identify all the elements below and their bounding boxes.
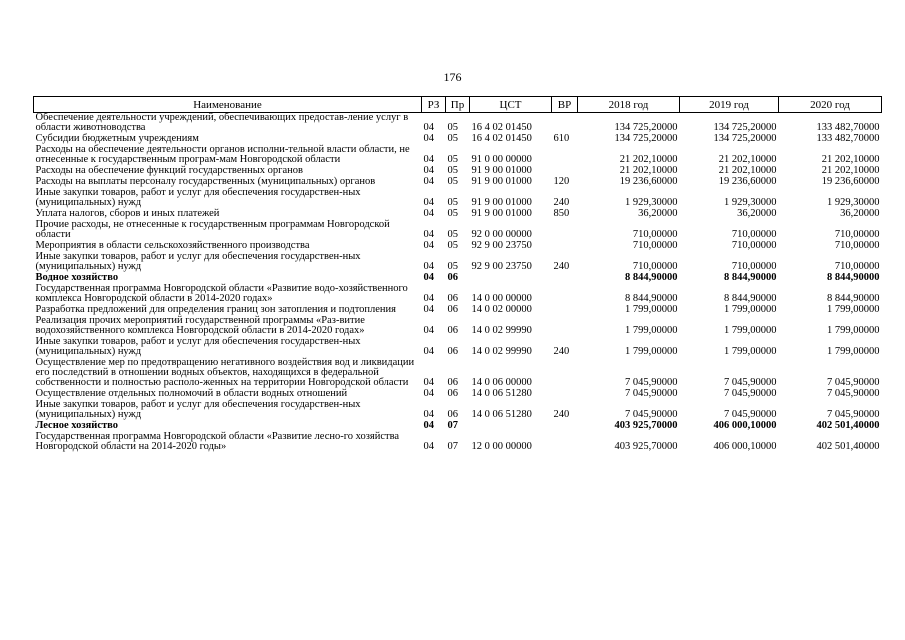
row-2020-cell: 402 501,40000: [816, 441, 880, 452]
row-vr-cell: [552, 358, 578, 389]
row-2020-cell: 710,00000: [834, 240, 880, 251]
row-2019-cell: 19 236,60000: [718, 176, 777, 187]
row-cst-cell: 92 9 00 23750: [471, 261, 532, 272]
row-2019-cell: 406 000,10000: [713, 420, 777, 431]
row-pr-cell: 05: [447, 154, 458, 165]
row-pr-cell: 05: [447, 133, 458, 144]
row-pr-cell: 05: [447, 197, 458, 208]
row-rz-cell: 04: [423, 377, 434, 388]
row-cst-cell: [470, 421, 552, 432]
row-2018-cell: 19 236,60000: [619, 176, 678, 187]
column-header-cst: ЦСТ: [470, 97, 552, 113]
row-pr-cell: 06: [447, 409, 458, 420]
row-2020-cell: 1 799,00000: [827, 325, 880, 336]
row-vr-cell: [552, 273, 578, 284]
row-2020-cell: 1 799,00000: [827, 304, 880, 315]
row-cst-cell: 91 9 00 01000: [471, 165, 532, 176]
row-pr-cell: 05: [447, 208, 458, 219]
row-2020-cell: 710,00000: [834, 261, 880, 272]
column-header-2020: 2020 год: [779, 97, 882, 113]
row-pr-cell: 06: [447, 388, 458, 399]
row-pr-cell: 06: [447, 304, 458, 315]
row-pr-cell: 05: [447, 176, 458, 187]
row-vr-cell: [552, 432, 578, 453]
row-cst-cell: 14 0 06 51280: [471, 409, 532, 420]
row-name-cell: Уплата налогов, сборов и иных платежей: [35, 208, 220, 219]
column-header-pr: Пр: [446, 97, 470, 113]
row-2020-cell: 7 045,90000: [827, 377, 880, 388]
row-2019-cell: 21 202,10000: [718, 154, 777, 165]
row-2018-cell: 1 929,30000: [625, 197, 678, 208]
row-pr-cell: 05: [447, 261, 458, 272]
row-rz-cell: 04: [423, 346, 434, 357]
row-vr-cell: [552, 113, 578, 135]
row-2018-cell: 403 925,70000: [614, 420, 678, 431]
row-cst-cell: 14 0 00 00000: [471, 293, 532, 304]
row-2018-cell: 7 045,90000: [625, 388, 678, 399]
row-rz-cell: 04: [423, 197, 434, 208]
row-vr-cell: 120: [553, 176, 570, 187]
table-row: [34, 145, 882, 166]
row-pr-cell: 05: [447, 165, 458, 176]
row-cst-cell: 91 9 00 01000: [471, 176, 532, 187]
table-row: [34, 316, 882, 337]
row-cst-cell: 16 4 02 01450: [471, 133, 532, 144]
row-name-cell: Осуществление отдельных полномочий в области водных отношений: [35, 388, 348, 399]
row-2020-cell: 1 799,00000: [827, 346, 880, 357]
row-2018-cell: 21 202,10000: [619, 154, 678, 165]
row-vr-cell: 240: [553, 346, 570, 357]
row-name-cell: Осуществление мер по предотвращению негативного воздействия вод и ликвидации его последствий в отношении водных объектов, находящихся в федеральной собственности и полностью располо-женных на территории Новгородской области: [35, 357, 415, 388]
row-cst-cell: 14 0 02 00000: [471, 304, 532, 315]
row-2018-cell: 1 799,00000: [625, 304, 678, 315]
row-2020-cell: 21 202,10000: [821, 165, 880, 176]
row-2020-cell: 8 844,90000: [827, 272, 880, 283]
row-rz-cell: 04: [423, 154, 434, 165]
row-2020-cell: 133 482,70000: [816, 122, 880, 133]
row-2018-cell: 710,00000: [632, 229, 678, 240]
table-body: [34, 113, 882, 454]
row-2018-cell: 7 045,90000: [625, 409, 678, 420]
row-name-cell: Обеспечение деятельности учреждений, обеспечивающих предостав-ление услуг в области животноводства: [35, 112, 409, 133]
row-2018-cell: 134 725,20000: [614, 133, 678, 144]
row-2019-cell: 1 799,00000: [724, 304, 777, 315]
column-header-vr: ВР: [552, 97, 578, 113]
row-2019-cell: 1 799,00000: [724, 346, 777, 357]
row-name-cell: Расходы на обеспечение функций государственных органов: [35, 165, 303, 176]
table-row: [34, 284, 882, 305]
row-vr-cell: [552, 284, 578, 305]
row-2018-cell: 1 799,00000: [625, 325, 678, 336]
row-name-cell: Расходы на выплаты персоналу государственных (муниципальных) органов: [35, 176, 376, 187]
table-row: [34, 337, 882, 358]
row-rz-cell: 04: [423, 122, 434, 133]
row-2018-cell: 710,00000: [632, 240, 678, 251]
row-pr-cell: 07: [447, 441, 458, 452]
row-2019-cell: 7 045,90000: [724, 377, 777, 388]
row-rz-cell: 04: [423, 133, 434, 144]
row-2018-cell: 8 844,90000: [625, 272, 678, 283]
row-2018-cell: 1 799,00000: [625, 346, 678, 357]
column-header-name: Наименование: [34, 97, 422, 113]
column-header-2018: 2018 год: [578, 97, 680, 113]
row-rz-cell: 04: [423, 261, 434, 272]
row-rz-cell: 04: [423, 325, 434, 336]
row-vr-cell: 240: [553, 261, 570, 272]
row-pr-cell: 05: [447, 240, 458, 251]
row-rz-cell: 04: [423, 420, 434, 431]
row-2019-cell: 7 045,90000: [724, 388, 777, 399]
row-rz-cell: 04: [423, 388, 434, 399]
row-name-cell: Разработка предложений для определения границ зон затопления и подтопления: [35, 304, 396, 315]
row-vr-cell: 240: [553, 409, 570, 420]
column-header-rz: РЗ: [422, 97, 446, 113]
row-2019-cell: 7 045,90000: [724, 409, 777, 420]
row-name-cell: Прочие расходы, не отнесенные к государственным программам Новгородской области: [35, 219, 390, 240]
table-row: [34, 188, 882, 209]
row-2020-cell: 7 045,90000: [827, 409, 880, 420]
row-rz-cell: 04: [423, 240, 434, 251]
budget-table: [33, 96, 882, 453]
row-vr-cell: [552, 145, 578, 166]
row-cst-cell: 92 9 00 23750: [471, 240, 532, 251]
row-2018-cell: 21 202,10000: [619, 165, 678, 176]
row-pr-cell: 06: [447, 377, 458, 388]
row-pr-cell: 06: [447, 346, 458, 357]
row-pr-cell: 06: [447, 272, 458, 283]
row-2020-cell: 36,20000: [840, 208, 880, 219]
row-pr-cell: 06: [447, 325, 458, 336]
row-cst-cell: 14 0 06 00000: [471, 377, 532, 388]
row-2020-cell: 19 236,60000: [821, 176, 880, 187]
row-name-cell: Реализация прочих мероприятий государственной программы «Раз-витие водохозяйственного комплекса Новгородской области в 2014-2020 годах»: [35, 315, 365, 336]
row-cst-cell: 14 0 02 99990: [471, 346, 532, 357]
row-2020-cell: 133 482,70000: [816, 133, 880, 144]
row-cst-cell: 91 9 00 01000: [471, 197, 532, 208]
row-pr-cell: 06: [447, 293, 458, 304]
row-cst-cell: 14 0 06 51280: [471, 388, 532, 399]
row-name-cell: Государственная программа Новгородской области «Развитие водо-хозяйственного комплекса Новгородской области в 2014-2020 годах»: [35, 283, 408, 304]
row-cst-cell: 92 0 00 00000: [471, 229, 532, 240]
row-rz-cell: 04: [423, 441, 434, 452]
row-2018-cell: 8 844,90000: [625, 293, 678, 304]
row-vr-cell: [552, 241, 578, 252]
row-2020-cell: 8 844,90000: [827, 293, 880, 304]
row-vr-cell: [552, 316, 578, 337]
row-name-cell: Мероприятия в области сельскохозяйственного производства: [35, 240, 310, 251]
row-name-cell: Иные закупки товаров, работ и услуг для обеспечения государствен-ных (муниципальных) нужд: [35, 336, 361, 357]
row-2018-cell: 36,20000: [638, 208, 678, 219]
row-rz-cell: 04: [423, 304, 434, 315]
row-2019-cell: 134 725,20000: [713, 122, 777, 133]
row-cst-cell: 91 0 00 00000: [471, 154, 532, 165]
row-2018-cell: 710,00000: [632, 261, 678, 272]
row-vr-cell: [552, 305, 578, 316]
row-vr-cell: 850: [553, 208, 570, 219]
row-2019-cell: 21 202,10000: [718, 165, 777, 176]
row-rz-cell: 04: [423, 208, 434, 219]
row-rz-cell: 04: [423, 176, 434, 187]
row-cst-cell: 14 0 02 99990: [471, 325, 532, 336]
row-pr-cell: 05: [447, 122, 458, 133]
row-cst-cell: 12 0 00 00000: [471, 441, 532, 452]
row-vr-cell: [552, 421, 578, 432]
row-vr-cell: [552, 389, 578, 400]
row-cst-cell: 16 4 02 01450: [471, 122, 532, 133]
row-rz-cell: 04: [423, 409, 434, 420]
row-name-cell: Государственная программа Новгородской области «Развитие лесно-го хозяйства Новгородской области на 2014-2020 годы»: [35, 431, 400, 452]
table-header-row: [34, 97, 882, 113]
row-2019-cell: 710,00000: [731, 240, 777, 251]
row-2020-cell: 710,00000: [834, 229, 880, 240]
row-rz-cell: 04: [423, 229, 434, 240]
row-2019-cell: 8 844,90000: [724, 272, 777, 283]
row-2020-cell: 7 045,90000: [827, 388, 880, 399]
row-2019-cell: 36,20000: [737, 208, 777, 219]
table-row: [34, 252, 882, 273]
row-2019-cell: 710,00000: [731, 261, 777, 272]
row-vr-cell: 240: [553, 197, 570, 208]
row-cst-cell: [470, 273, 552, 284]
table-row: [34, 113, 882, 135]
row-rz-cell: 04: [423, 165, 434, 176]
row-2020-cell: 402 501,40000: [816, 420, 880, 431]
row-2018-cell: 134 725,20000: [614, 122, 678, 133]
row-2018-cell: 403 925,70000: [614, 441, 678, 452]
table-row: [34, 220, 882, 241]
row-2019-cell: 710,00000: [731, 229, 777, 240]
row-name-cell: Иные закупки товаров, работ и услуг для обеспечения государствен-ных (муниципальных) нужд: [35, 399, 361, 420]
table-row: [34, 358, 882, 389]
row-name-cell: Водное хозяйство: [35, 272, 119, 283]
row-rz-cell: 04: [423, 272, 434, 283]
row-name-cell: Иные закупки товаров, работ и услуг для обеспечения государствен-ных (муниципальных) нужд: [35, 251, 361, 272]
row-2020-cell: 1 929,30000: [827, 197, 880, 208]
row-name-cell: Иные закупки товаров, работ и услуг для обеспечения государствен-ных (муниципальных) нужд: [35, 187, 361, 208]
row-2018-cell: 7 045,90000: [625, 377, 678, 388]
row-2019-cell: 134 725,20000: [713, 133, 777, 144]
row-2019-cell: 8 844,90000: [724, 293, 777, 304]
row-cst-cell: 91 9 00 01000: [471, 208, 532, 219]
row-2019-cell: 1 799,00000: [724, 325, 777, 336]
page-number: 176: [443, 70, 462, 84]
row-vr-cell: 610: [553, 133, 570, 144]
row-2020-cell: 21 202,10000: [821, 154, 880, 165]
row-vr-cell: [552, 220, 578, 241]
row-rz-cell: 04: [423, 293, 434, 304]
table-row: [34, 432, 882, 453]
table-row: [34, 400, 882, 421]
row-pr-cell: 05: [447, 229, 458, 240]
row-pr-cell: 07: [447, 420, 458, 431]
row-2019-cell: 406 000,10000: [713, 441, 777, 452]
row-name-cell: Расходы на обеспечение деятельности органов исполни-тельной власти области, не отнесенные к государственным програм-мам Новгородской области: [35, 144, 410, 165]
row-name-cell: Субсидии бюджетным учреждениям: [35, 133, 199, 144]
row-name-cell: Лесное хозяйство: [35, 420, 119, 431]
row-2019-cell: 1 929,30000: [724, 197, 777, 208]
column-header-2019: 2019 год: [680, 97, 779, 113]
